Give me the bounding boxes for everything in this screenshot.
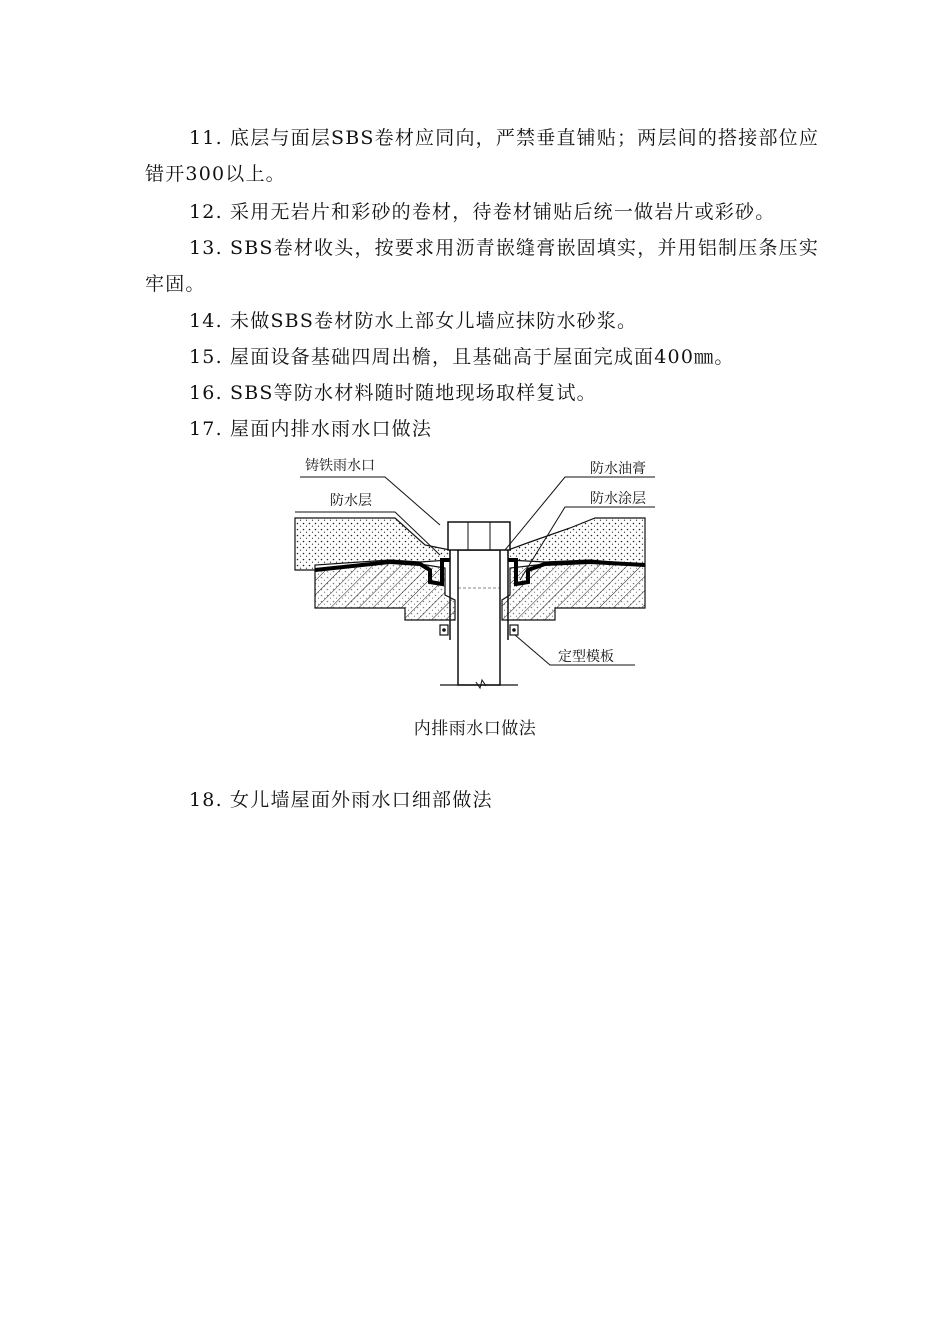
paragraph-17: 17. 屋面内排水雨水口做法: [189, 418, 433, 440]
paragraph-15: 15. 屋面设备基础四周出檐，且基础高于屋面完成面400㎜。: [189, 346, 735, 368]
drain-grate-cap: [448, 522, 510, 550]
label-waterproof-layer: 防水层: [330, 493, 372, 509]
roof-drain-diagram: [290, 450, 660, 695]
screed-layer-right: [508, 518, 645, 565]
diagram-caption: 内排雨水口做法: [413, 719, 537, 739]
drain-pipe: [458, 550, 500, 685]
section-18-heading: 18. 女儿墙屋面外雨水口细部做法: [189, 789, 493, 811]
label-waterproof-coating: 防水涂层: [590, 491, 646, 507]
label-formwork: 定型模板: [558, 649, 614, 665]
label-waterproof-grease: 防水油膏: [590, 461, 646, 477]
paragraph-16: 16. SBS等防水材料随时随地现场取样复试。: [189, 382, 597, 404]
paragraph-11: 11. 底层与面层SBS卷材应同向，严禁垂直铺贴；两层间的搭接部位应错开300以上。: [145, 127, 820, 185]
paragraph-14: 14. 未做SBS卷材防水上部女儿墙应抹防水砂浆。: [189, 310, 638, 332]
label-cast-iron-drain: 铸铁雨水口: [305, 458, 375, 474]
paragraph-13: 13. SBS卷材收头，按要求用沥青嵌缝膏嵌固填实，并用铝制压条压实牢固。: [145, 237, 820, 295]
paragraph-12: 12. 采用无岩片和彩砂的卷材，待卷材铺贴后统一做岩片或彩砂。: [189, 201, 776, 223]
